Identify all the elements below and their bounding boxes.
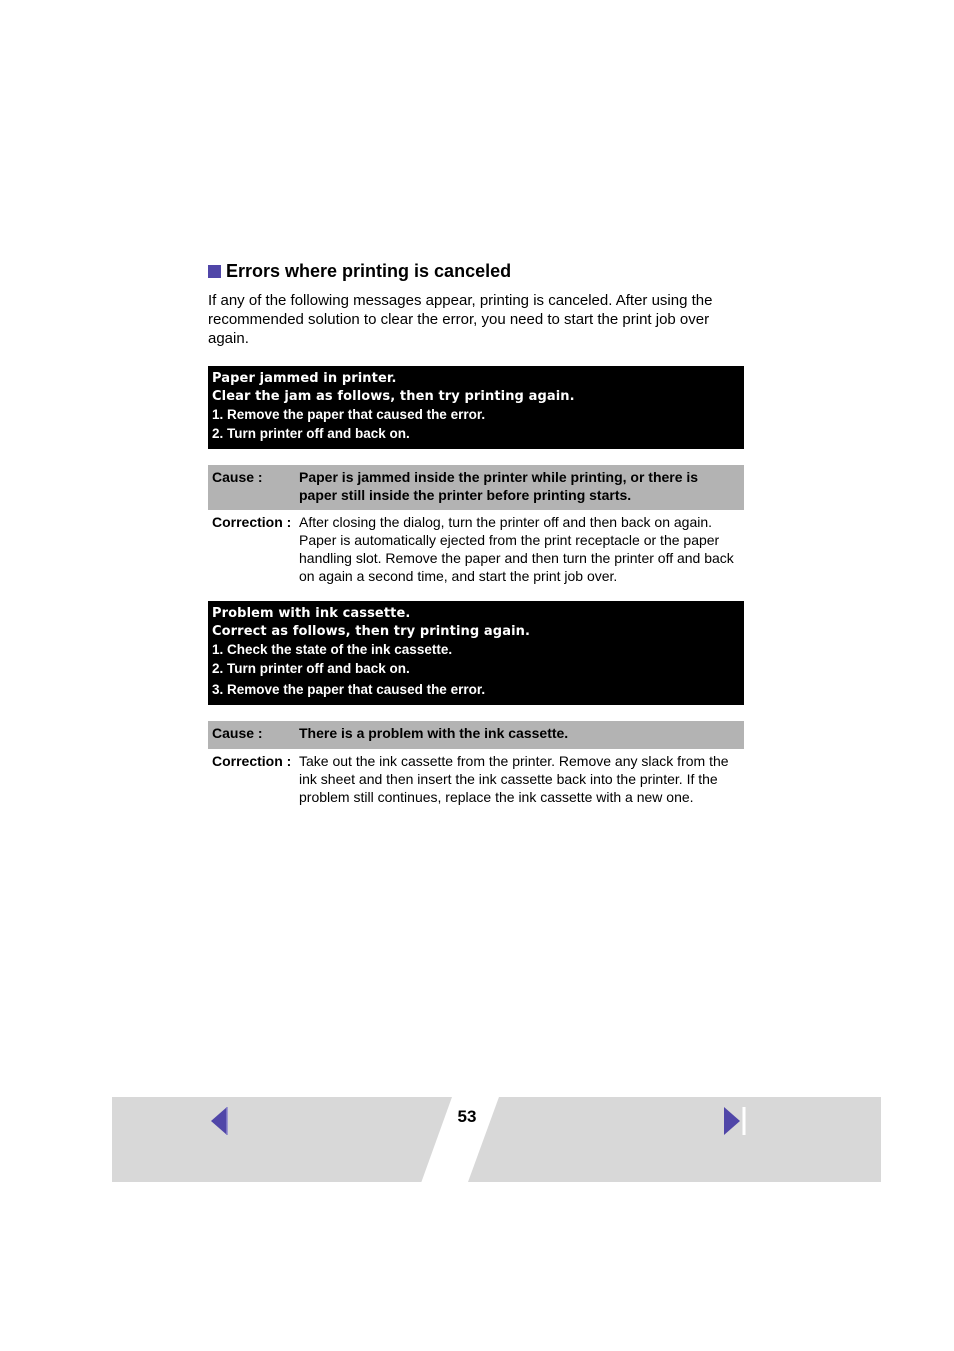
message-step: 1. Remove the paper that caused the error.	[212, 407, 486, 422]
cause-row	[208, 465, 744, 510]
intro-paragraph: If any of the following messages appear, printing is canceled. After using the recommended solution to clear the error, you need to start the print job over again.	[208, 292, 713, 347]
cause-label: Cause :	[212, 725, 263, 741]
correction-row	[208, 510, 744, 585]
main-content	[208, 260, 744, 806]
previous-page-button[interactable]	[210, 1106, 228, 1136]
section-heading	[208, 260, 744, 282]
footer-band-right	[468, 1097, 881, 1182]
correction-label: Correction :	[212, 752, 292, 769]
message-instruction: Correct as follows, then try printing again.	[212, 624, 531, 639]
correction-text: Take out the ink cassette from the printer. Remove any slack from the ink sheet and then insert the ink cassette back into the printer. If the problem still continues, replace the ink cassette with a new one.	[299, 752, 729, 805]
cause-text: There is a problem with the ink cassette.	[299, 725, 569, 741]
message-step: 2. Turn printer off and back on.	[212, 426, 410, 441]
message-step: 2. Turn printer off and back on.	[212, 661, 410, 676]
correction-row	[208, 749, 744, 806]
message-instruction: Clear the jam as follows, then try printing again.	[212, 389, 575, 404]
correction-label: Correction :	[212, 514, 292, 530]
message-title: Problem with ink cassette.	[212, 606, 411, 621]
correction-text: After closing the dialog, turn the printer off and then back on again. Paper is automatically ejected from the print receptacle or the paper handling slot. Remove the paper and then turn the printer off and back on again a second time, and start the print job over.	[299, 514, 734, 584]
message-step: 1. Check the state of the ink cassette.	[212, 642, 453, 657]
square-bullet-icon	[208, 265, 221, 278]
cause-text: Paper is jammed inside the printer while printing, or there is paper still inside the printer before printing starts.	[299, 469, 699, 503]
message-step: 3. Remove the paper that caused the error.	[212, 682, 486, 697]
triangle-left-icon	[210, 1106, 228, 1136]
cause-row	[208, 721, 744, 749]
section-heading-text: Errors where printing is canceled	[226, 261, 512, 281]
cause-label: Cause :	[212, 469, 263, 485]
message-title: Paper jammed in printer.	[212, 371, 397, 386]
triangle-right-icon	[722, 1106, 746, 1136]
error-message-box	[208, 366, 744, 449]
footer-band-left	[112, 1097, 452, 1182]
next-page-button[interactable]	[722, 1106, 746, 1136]
page-number: 53	[457, 1107, 477, 1126]
error-message-box	[208, 601, 744, 705]
